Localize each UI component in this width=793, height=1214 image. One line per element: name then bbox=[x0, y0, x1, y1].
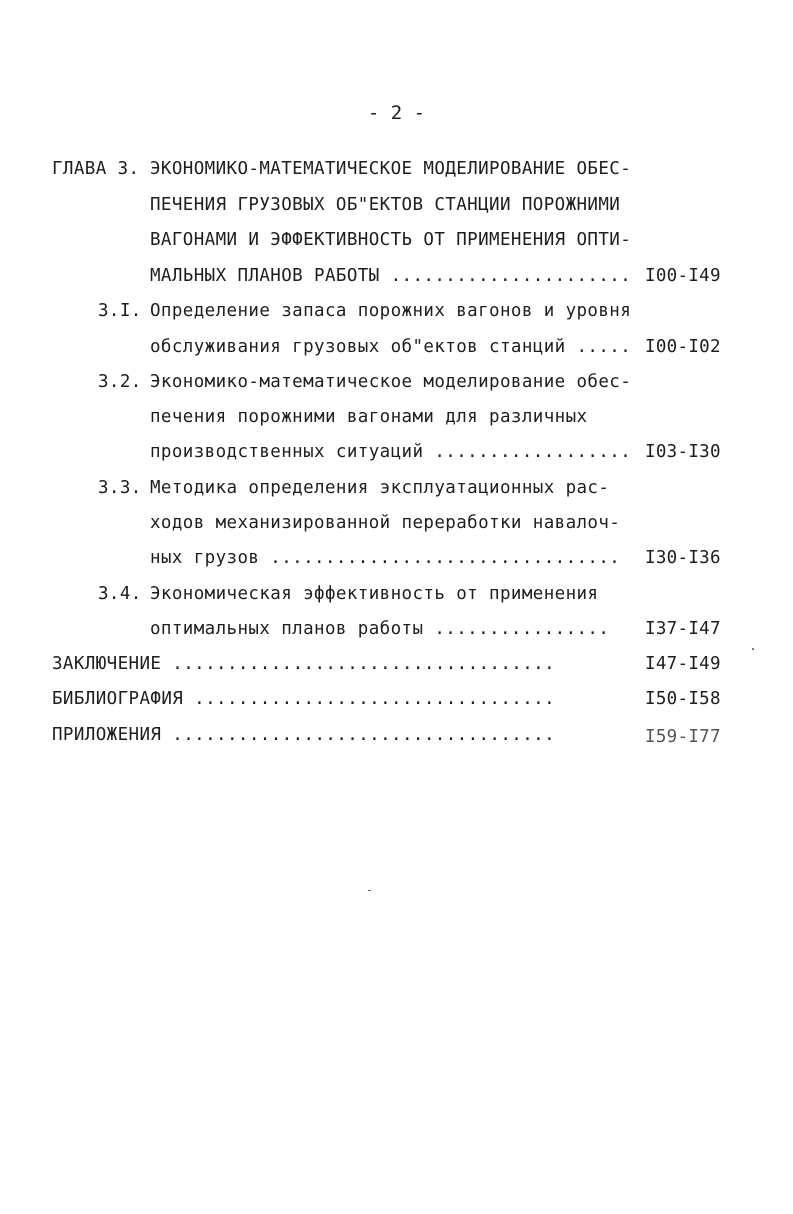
section-title-line: производственных ситуаций .................. bbox=[150, 442, 632, 462]
bibliography-pages: I50-I58 bbox=[645, 689, 721, 709]
scan-speck bbox=[752, 648, 754, 650]
bibliography-entry: БИБЛИОГРАФИЯ ................................. bbox=[52, 689, 556, 709]
chapter-title-line: ЭКОНОМИКО-МАТЕМАТИЧЕСКОЕ МОДЕЛИРОВАНИЕ ОБЕС- bbox=[150, 159, 632, 179]
section-number: 3.3. bbox=[98, 478, 142, 498]
section-number: 3.2. bbox=[98, 372, 142, 392]
scan-speck bbox=[368, 890, 371, 891]
section-title-line: Экономическая эффективность от применения bbox=[150, 584, 599, 604]
chapter-pages: I00-I49 bbox=[645, 266, 721, 286]
section-pages: I00-I02 bbox=[645, 337, 721, 357]
page-number: - 2 - bbox=[367, 102, 426, 124]
section-pages: I30-I36 bbox=[645, 548, 721, 568]
section-title-line: ных грузов ................................ bbox=[150, 548, 621, 568]
section-pages: I37-I47 bbox=[645, 619, 721, 639]
section-title-line: обслуживания грузовых об"ектов станций ..... bbox=[150, 337, 632, 357]
chapter-title-line: ВАГОНАМИ И ЭФФЕКТИВНОСТЬ ОТ ПРИМЕНЕНИЯ ОПТИ- bbox=[150, 230, 632, 250]
chapter-label: ГЛАВА 3. bbox=[52, 159, 140, 179]
section-title-line: Методика определения эксплуатационных рас- bbox=[150, 478, 610, 498]
appendices-entry: ПРИЛОЖЕНИЯ ................................... bbox=[52, 725, 556, 745]
section-pages: I03-I30 bbox=[645, 442, 721, 462]
section-title-line: оптимальных планов работы ................ bbox=[150, 619, 610, 639]
section-title-line: ходов механизированной переработки навалоч- bbox=[150, 513, 621, 533]
conclusion-pages: I47-I49 bbox=[645, 654, 721, 674]
section-title-line: Определение запаса порожних вагонов и уровня bbox=[150, 301, 632, 321]
section-title-line: печения порожними вагонами для различных bbox=[150, 407, 588, 427]
section-number: 3.I. bbox=[98, 301, 142, 321]
section-title-line: Экономико-математическое моделирование обес- bbox=[150, 372, 632, 392]
chapter-title-line: МАЛЬНЫХ ПЛАНОВ РАБОТЫ ...................... bbox=[150, 266, 632, 286]
section-number: 3.4. bbox=[98, 584, 142, 604]
chapter-title-line: ПЕЧЕНИЯ ГРУЗОВЫХ ОБ"ЕКТОВ СТАНЦИИ ПОРОЖНИМИ bbox=[150, 195, 621, 215]
conclusion-entry: ЗАКЛЮЧЕНИЕ ................................... bbox=[52, 654, 556, 674]
appendices-pages: I59-I77 bbox=[645, 727, 721, 747]
